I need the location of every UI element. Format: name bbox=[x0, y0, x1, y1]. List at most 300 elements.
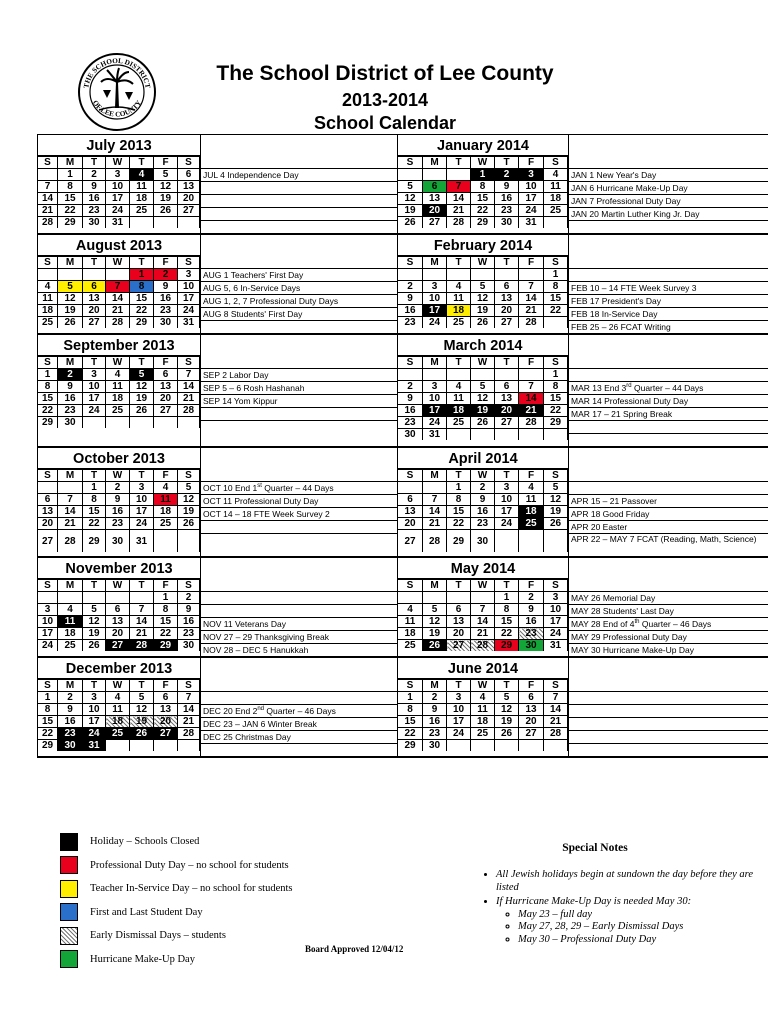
weekday-header: W bbox=[471, 157, 495, 169]
legend-item bbox=[60, 830, 400, 854]
day-cell: 29 bbox=[495, 640, 519, 652]
weekday-header: F bbox=[519, 580, 544, 592]
day-cell: 24 bbox=[423, 317, 447, 329]
day-cell: 7 bbox=[178, 692, 200, 704]
day-cell: 3 bbox=[106, 169, 130, 181]
day-cell: 15 bbox=[58, 193, 83, 205]
day-cell: 3 bbox=[38, 604, 58, 616]
day-cell: 28 bbox=[130, 640, 154, 652]
day-cell: 28 bbox=[178, 728, 200, 740]
day-cell bbox=[495, 369, 519, 381]
event-entry bbox=[201, 692, 397, 705]
day-cell: 2 bbox=[154, 269, 178, 281]
day-cell: 11 bbox=[519, 494, 544, 506]
day-cell: 10 bbox=[83, 704, 106, 716]
calendar-grid bbox=[37, 134, 768, 758]
day-cell: 30 bbox=[178, 640, 200, 652]
day-cell: 8 bbox=[58, 181, 83, 193]
note-bullet: • All Jewish holidays begin at sundown the day before they are listed bbox=[496, 869, 760, 894]
day-cell: 7 bbox=[58, 494, 83, 506]
day-cell: 7 bbox=[178, 369, 200, 381]
day-cell: 23 bbox=[398, 417, 423, 429]
day-cell: 30 bbox=[58, 740, 83, 752]
weekday-header: S bbox=[398, 157, 423, 169]
day-cell: 15 bbox=[38, 393, 58, 405]
day-cell: 10 bbox=[83, 381, 106, 393]
day-cell bbox=[447, 429, 471, 441]
event-entry: DEC 25 Christmas Day bbox=[201, 731, 397, 744]
day-cell: 29 bbox=[38, 417, 58, 429]
day-cell: 8 bbox=[38, 704, 58, 716]
day-cell: 28 bbox=[519, 417, 544, 429]
day-cell: 18 bbox=[130, 193, 154, 205]
day-cell: 26 bbox=[398, 217, 423, 229]
day-cell: 18 bbox=[106, 393, 130, 405]
month-block bbox=[398, 658, 768, 756]
calendar-row bbox=[37, 134, 768, 235]
day-cell: 8 bbox=[398, 704, 423, 716]
svg-text:THE SCHOOL DISTRICT: THE SCHOOL DISTRICT bbox=[82, 56, 152, 89]
weekday-header: F bbox=[154, 680, 178, 692]
day-cell: 14 bbox=[178, 381, 200, 393]
event-entry: SEP 2 Labor Day bbox=[201, 369, 397, 382]
day-cell: 11 bbox=[398, 616, 423, 628]
day-cell: 13 bbox=[398, 506, 423, 518]
day-cell: 22 bbox=[130, 305, 154, 317]
weekday-header: W bbox=[106, 470, 130, 482]
day-cell: 10 bbox=[544, 604, 568, 616]
day-cell: 19 bbox=[495, 716, 519, 728]
day-cell: 14 bbox=[447, 193, 471, 205]
day-cell bbox=[423, 269, 447, 281]
day-cell: 30 bbox=[398, 429, 423, 441]
day-cell bbox=[544, 740, 568, 752]
event-entry bbox=[569, 718, 768, 731]
day-cell: 15 bbox=[544, 393, 568, 405]
day-cell: 24 bbox=[447, 728, 471, 740]
day-cell: 2 bbox=[83, 169, 106, 181]
day-cell: 14 bbox=[130, 616, 154, 628]
day-cell: 30 bbox=[423, 740, 447, 752]
day-cell: 23 bbox=[58, 405, 83, 417]
day-cell: 26 bbox=[83, 640, 106, 652]
day-cell: 12 bbox=[178, 494, 200, 506]
day-cell: 11 bbox=[130, 181, 154, 193]
day-cell: 5 bbox=[83, 604, 106, 616]
event-entry bbox=[569, 269, 768, 282]
day-cell bbox=[519, 530, 544, 553]
day-cell: 25 bbox=[106, 728, 130, 740]
event-entry: MAY 28 End of 4th Quarter – 46 Days bbox=[569, 618, 768, 631]
day-cell bbox=[83, 269, 106, 281]
legend-swatch bbox=[60, 833, 78, 851]
day-cell: 30 bbox=[83, 217, 106, 229]
day-cell: 22 bbox=[38, 728, 58, 740]
weekday-header: T bbox=[447, 580, 471, 592]
day-cell: 21 bbox=[58, 518, 83, 530]
day-cell bbox=[83, 592, 106, 604]
event-entry bbox=[569, 421, 768, 434]
weekday-header: F bbox=[154, 580, 178, 592]
weekday-header: S bbox=[178, 357, 200, 369]
event-entry: MAR 17 – 21 Spring Break bbox=[569, 408, 768, 421]
day-cell: 14 bbox=[178, 704, 200, 716]
day-cell: 1 bbox=[447, 482, 471, 494]
day-cell: 28 bbox=[178, 405, 200, 417]
day-cell: 19 bbox=[471, 405, 495, 417]
day-cell: 8 bbox=[544, 381, 568, 393]
weekday-header: W bbox=[106, 680, 130, 692]
day-cell: 13 bbox=[519, 704, 544, 716]
day-cell: 12 bbox=[130, 381, 154, 393]
day-cell: 5 bbox=[130, 369, 154, 381]
day-cell: 13 bbox=[106, 616, 130, 628]
weekday-header: S bbox=[544, 157, 568, 169]
day-cell: 12 bbox=[398, 193, 423, 205]
day-cell: 3 bbox=[130, 482, 154, 494]
day-cell: 7 bbox=[130, 604, 154, 616]
day-cell: 3 bbox=[423, 281, 447, 293]
day-cell: 28 bbox=[544, 728, 568, 740]
weekday-header: W bbox=[471, 580, 495, 592]
day-cell: 12 bbox=[471, 293, 495, 305]
day-cell: 6 bbox=[519, 692, 544, 704]
day-cell bbox=[471, 592, 495, 604]
day-cell: 21 bbox=[130, 628, 154, 640]
month-events bbox=[568, 658, 768, 756]
month-block bbox=[398, 448, 768, 556]
day-cell bbox=[58, 482, 83, 494]
month-block bbox=[37, 658, 398, 756]
day-cell: 15 bbox=[471, 193, 495, 205]
month-name: October 2013 bbox=[38, 448, 200, 469]
weekday-header: T bbox=[447, 680, 471, 692]
day-cell: 15 bbox=[130, 293, 154, 305]
weekday-header: M bbox=[423, 257, 447, 269]
weekday-header: S bbox=[398, 257, 423, 269]
day-cell: 26 bbox=[471, 417, 495, 429]
day-cell bbox=[178, 217, 200, 229]
day-cell: 29 bbox=[154, 640, 178, 652]
month-events bbox=[200, 235, 397, 333]
weekday-header: S bbox=[38, 580, 58, 592]
day-cell: 7 bbox=[447, 181, 471, 193]
day-cell: 14 bbox=[519, 393, 544, 405]
weekday-header: T bbox=[447, 357, 471, 369]
day-cell: 6 bbox=[154, 369, 178, 381]
day-cell bbox=[178, 530, 200, 553]
legend-label: Holiday – Schools Closed bbox=[90, 836, 200, 848]
day-cell: 13 bbox=[154, 704, 178, 716]
day-cell: 22 bbox=[398, 728, 423, 740]
day-cell bbox=[495, 530, 519, 553]
day-cell: 9 bbox=[178, 604, 200, 616]
month-events bbox=[200, 658, 397, 756]
legend-label: First and Last Student Day bbox=[90, 906, 203, 918]
day-cell: 2 bbox=[495, 169, 519, 181]
note-sub-bullet: ◦ May 27, 28, 29 – Early Dismissal Days bbox=[518, 921, 760, 934]
day-cell: 10 bbox=[106, 181, 130, 193]
event-entry: FEB 18 In-Service Day bbox=[569, 308, 768, 321]
event-entry bbox=[569, 434, 768, 446]
day-cell bbox=[130, 740, 154, 752]
day-cell bbox=[423, 169, 447, 181]
day-cell: 28 bbox=[106, 317, 130, 329]
weekday-header: S bbox=[38, 680, 58, 692]
page-subtitle: School Calendar bbox=[313, 113, 457, 133]
day-cell: 19 bbox=[398, 205, 423, 217]
day-cell: 26 bbox=[423, 640, 447, 652]
day-cell: 9 bbox=[519, 604, 544, 616]
day-cell: 9 bbox=[423, 704, 447, 716]
special-notes-title: Special Notes bbox=[562, 842, 628, 854]
day-cell: 30 bbox=[519, 640, 544, 652]
day-cell bbox=[398, 482, 423, 494]
event-entry: FEB 17 President's Day bbox=[569, 295, 768, 308]
weekday-header: M bbox=[423, 680, 447, 692]
page-title: The School District of Lee County bbox=[216, 62, 554, 85]
day-cell: 21 bbox=[423, 518, 447, 530]
day-cell: 16 bbox=[398, 405, 423, 417]
day-cell: 17 bbox=[106, 193, 130, 205]
weekday-header: T bbox=[495, 680, 519, 692]
month-block bbox=[398, 335, 768, 446]
day-cell bbox=[106, 592, 130, 604]
day-cell: 13 bbox=[83, 293, 106, 305]
month-name: December 2013 bbox=[38, 658, 200, 679]
weekday-header: S bbox=[544, 680, 568, 692]
day-cell: 16 bbox=[83, 193, 106, 205]
day-cell: 9 bbox=[58, 704, 83, 716]
weekday-header: T bbox=[447, 470, 471, 482]
event-entry bbox=[201, 321, 397, 333]
month-events bbox=[568, 448, 768, 556]
day-cell bbox=[495, 429, 519, 441]
day-cell bbox=[106, 417, 130, 429]
weekday-header: W bbox=[106, 257, 130, 269]
month-block bbox=[398, 558, 768, 656]
day-cell: 26 bbox=[154, 205, 178, 217]
day-cell: 29 bbox=[471, 217, 495, 229]
day-cell: 21 bbox=[106, 305, 130, 317]
weekday-header: F bbox=[154, 257, 178, 269]
district-seal-logo bbox=[77, 52, 157, 132]
month-block bbox=[37, 335, 398, 446]
day-cell: 23 bbox=[106, 518, 130, 530]
day-cell: 24 bbox=[423, 417, 447, 429]
special-notes bbox=[470, 842, 760, 948]
day-cell: 18 bbox=[154, 506, 178, 518]
day-cell: 31 bbox=[423, 429, 447, 441]
day-cell: 2 bbox=[106, 482, 130, 494]
day-cell: 27 bbox=[154, 405, 178, 417]
day-cell: 20 bbox=[398, 518, 423, 530]
day-cell: 25 bbox=[447, 417, 471, 429]
month-events bbox=[200, 335, 397, 446]
weekday-header: S bbox=[398, 580, 423, 592]
calendar-row bbox=[37, 448, 768, 558]
day-cell: 27 bbox=[423, 217, 447, 229]
event-entry bbox=[201, 421, 397, 433]
weekday-header: S bbox=[38, 357, 58, 369]
day-cell: 12 bbox=[495, 704, 519, 716]
day-cell bbox=[519, 740, 544, 752]
weekday-header: T bbox=[495, 157, 519, 169]
weekday-header: T bbox=[495, 470, 519, 482]
day-cell: 5 bbox=[471, 281, 495, 293]
school-year: 2013-2014 bbox=[341, 90, 429, 110]
day-cell: 6 bbox=[178, 169, 200, 181]
day-cell: 12 bbox=[130, 704, 154, 716]
day-cell: 16 bbox=[398, 305, 423, 317]
day-cell bbox=[471, 369, 495, 381]
month-block bbox=[37, 448, 398, 556]
day-cell: 21 bbox=[178, 716, 200, 728]
day-cell: 21 bbox=[38, 205, 58, 217]
day-cell: 9 bbox=[106, 494, 130, 506]
day-cell: 29 bbox=[38, 740, 58, 752]
legend-label: Professional Duty Day – no school for students bbox=[90, 859, 289, 871]
day-cell: 18 bbox=[106, 716, 130, 728]
day-cell: 3 bbox=[447, 692, 471, 704]
event-entry bbox=[201, 744, 397, 756]
day-cell: 18 bbox=[519, 506, 544, 518]
day-cell: 4 bbox=[447, 381, 471, 393]
day-cell: 8 bbox=[495, 604, 519, 616]
day-cell: 17 bbox=[423, 405, 447, 417]
event-entry: APR 20 Easter bbox=[569, 521, 768, 534]
month-events bbox=[568, 235, 768, 333]
day-cell bbox=[495, 740, 519, 752]
day-cell: 4 bbox=[58, 604, 83, 616]
day-cell: 23 bbox=[154, 305, 178, 317]
day-cell: 15 bbox=[83, 506, 106, 518]
day-cell bbox=[471, 740, 495, 752]
day-cell: 21 bbox=[447, 205, 471, 217]
day-cell: 7 bbox=[544, 692, 568, 704]
month-events bbox=[568, 558, 768, 656]
weekday-header: W bbox=[471, 470, 495, 482]
month-block bbox=[37, 235, 398, 333]
day-cell: 27 bbox=[398, 530, 423, 553]
day-cell: 17 bbox=[130, 506, 154, 518]
event-entry: OCT 10 End 1st Quarter – 44 Days bbox=[201, 482, 397, 495]
event-entry: AUG 5, 6 In-Service Days bbox=[201, 282, 397, 295]
note-bullet: • If Hurricane Make-Up Day is needed May 30: ◦ May 23 – full day ◦ May 27, 28, 29 – Early Dismissal Days ◦ May 30 – Professional Duty Day bbox=[496, 896, 760, 946]
day-cell: 2 bbox=[178, 592, 200, 604]
day-cell: 6 bbox=[398, 494, 423, 506]
weekday-header: S bbox=[544, 257, 568, 269]
weekday-header: T bbox=[130, 357, 154, 369]
calendar-row bbox=[37, 335, 768, 448]
day-cell: 25 bbox=[38, 317, 58, 329]
day-cell: 24 bbox=[83, 405, 106, 417]
day-cell: 14 bbox=[519, 293, 544, 305]
day-cell bbox=[38, 269, 58, 281]
event-entry: AUG 8 Students' First Day bbox=[201, 308, 397, 321]
day-cell: 12 bbox=[58, 293, 83, 305]
day-cell: 26 bbox=[130, 728, 154, 740]
day-cell bbox=[398, 369, 423, 381]
legend-swatch bbox=[60, 856, 78, 874]
day-cell: 10 bbox=[447, 704, 471, 716]
day-cell: 16 bbox=[58, 393, 83, 405]
month-block bbox=[398, 135, 768, 233]
event-entry bbox=[201, 208, 397, 221]
day-cell: 2 bbox=[423, 692, 447, 704]
legend-label: Early Dismissal Days – students bbox=[90, 930, 226, 942]
day-cell: 16 bbox=[495, 193, 519, 205]
day-cell: 30 bbox=[471, 530, 495, 553]
day-cell: 21 bbox=[178, 393, 200, 405]
event-entry bbox=[201, 534, 397, 556]
day-cell: 6 bbox=[106, 604, 130, 616]
month-name: March 2014 bbox=[398, 335, 568, 356]
day-cell bbox=[154, 417, 178, 429]
month-name: May 2014 bbox=[398, 558, 568, 579]
event-entry: SEP 5 – 6 Rosh Hashanah bbox=[201, 382, 397, 395]
day-cell: 25 bbox=[544, 205, 568, 217]
day-cell: 13 bbox=[423, 193, 447, 205]
day-cell bbox=[544, 429, 568, 441]
weekday-header: F bbox=[519, 157, 544, 169]
day-cell: 7 bbox=[423, 494, 447, 506]
day-cell: 17 bbox=[83, 393, 106, 405]
weekday-header: S bbox=[398, 680, 423, 692]
weekday-header: M bbox=[58, 357, 83, 369]
event-entry bbox=[201, 408, 397, 421]
day-cell: 17 bbox=[423, 305, 447, 317]
day-cell: 4 bbox=[519, 482, 544, 494]
day-cell: 19 bbox=[130, 393, 154, 405]
day-cell: 15 bbox=[495, 616, 519, 628]
weekday-header: S bbox=[178, 157, 200, 169]
day-cell: 31 bbox=[83, 740, 106, 752]
weekday-header: M bbox=[58, 257, 83, 269]
event-entry: SEP 14 Yom Kippur bbox=[201, 395, 397, 408]
day-cell bbox=[423, 482, 447, 494]
day-cell: 22 bbox=[447, 518, 471, 530]
weekday-header: T bbox=[130, 680, 154, 692]
event-entry bbox=[569, 482, 768, 495]
day-cell: 3 bbox=[544, 592, 568, 604]
day-cell: 2 bbox=[398, 381, 423, 393]
day-cell: 3 bbox=[83, 369, 106, 381]
day-cell: 4 bbox=[106, 369, 130, 381]
weekday-header: M bbox=[58, 680, 83, 692]
day-cell: 28 bbox=[519, 317, 544, 329]
day-cell: 23 bbox=[471, 518, 495, 530]
day-cell: 10 bbox=[178, 281, 200, 293]
day-cell: 25 bbox=[398, 640, 423, 652]
day-cell: 1 bbox=[495, 592, 519, 604]
day-cell bbox=[447, 169, 471, 181]
month-block bbox=[37, 135, 398, 233]
day-cell bbox=[447, 592, 471, 604]
day-cell: 7 bbox=[106, 281, 130, 293]
day-cell bbox=[106, 269, 130, 281]
day-cell: 20 bbox=[423, 205, 447, 217]
weekday-header: T bbox=[130, 157, 154, 169]
day-cell: 5 bbox=[423, 604, 447, 616]
month-name: November 2013 bbox=[38, 558, 200, 579]
day-cell: 18 bbox=[447, 405, 471, 417]
day-cell: 12 bbox=[154, 181, 178, 193]
day-cell: 5 bbox=[398, 181, 423, 193]
day-cell: 20 bbox=[154, 716, 178, 728]
day-cell: 28 bbox=[38, 217, 58, 229]
weekday-header: M bbox=[58, 470, 83, 482]
